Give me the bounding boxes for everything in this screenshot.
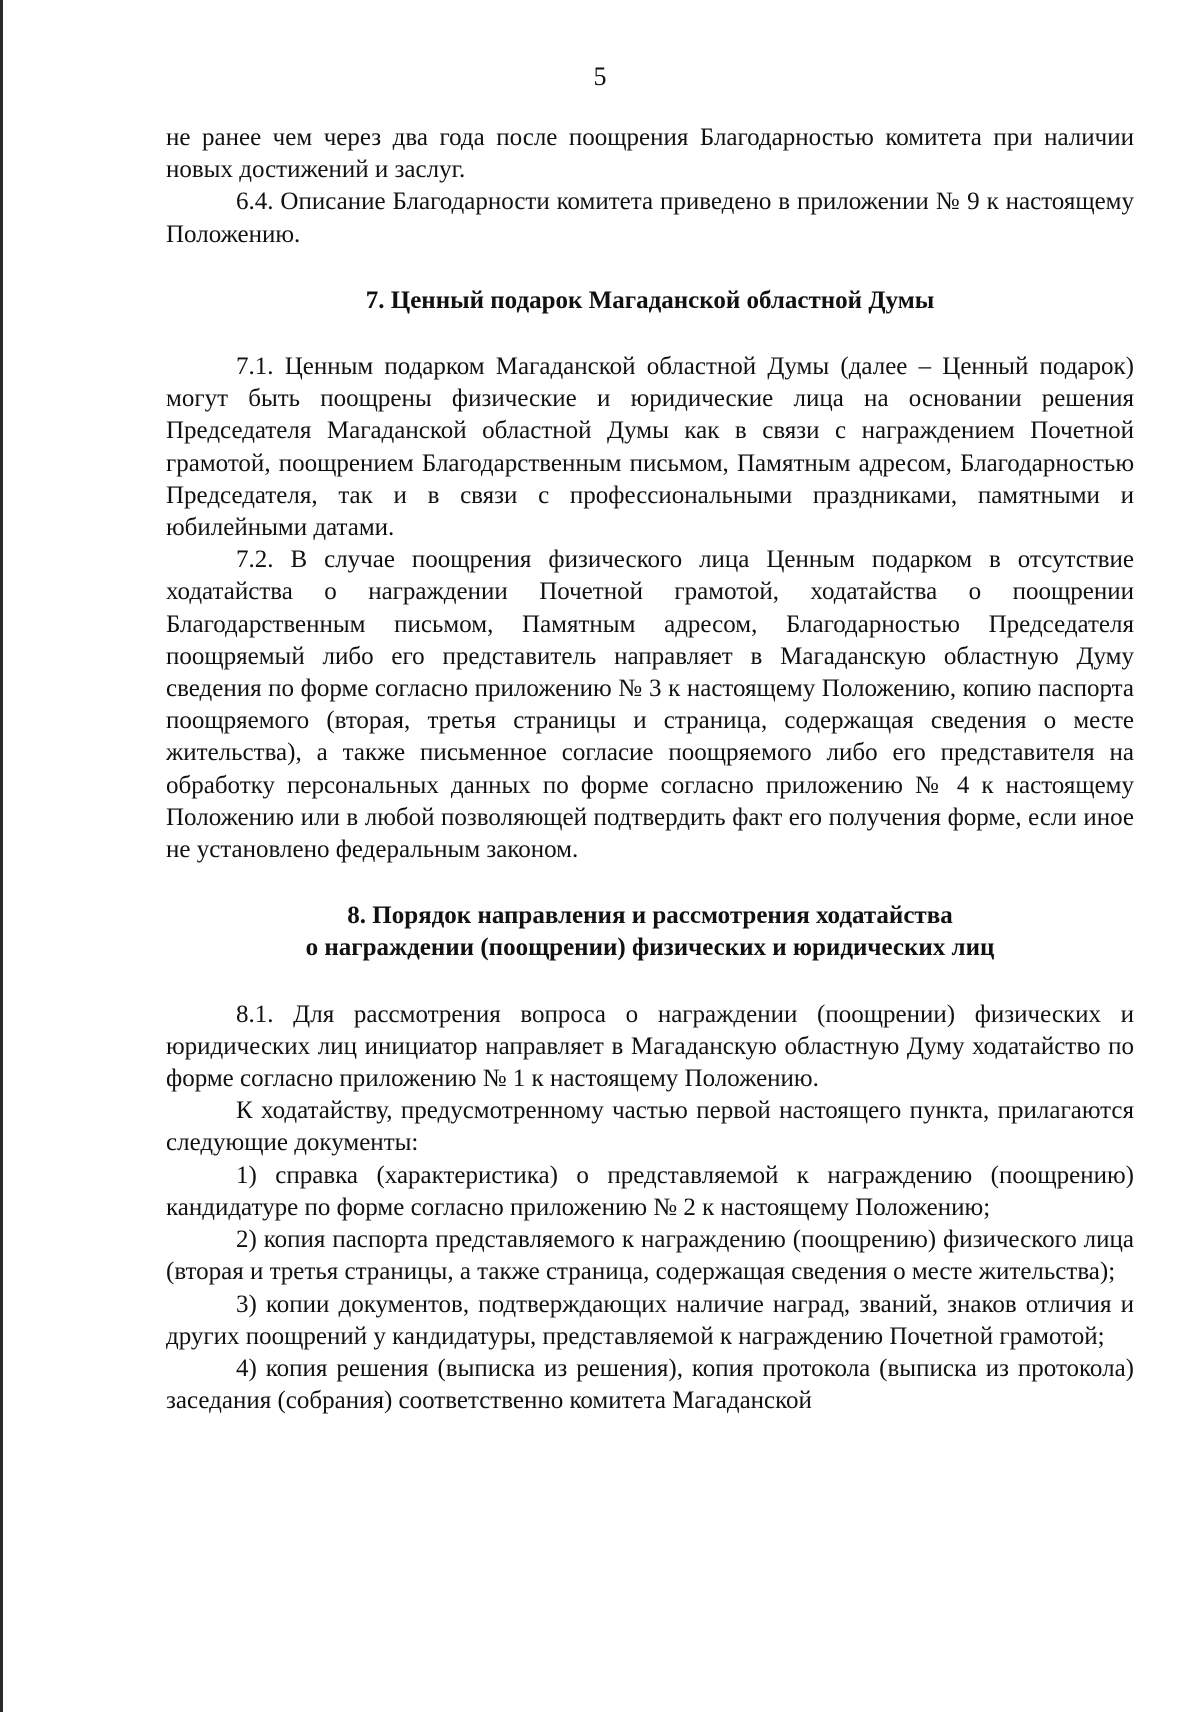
paragraph-7-2: 7.2. В случае поощрения физического лица Ценным подарком в отсутствие ходатайства о награждении Почетной грамотой, ходатайства о поощрении Благодарственным письмом, Памятным адресом, Благодарностью Председателя поощряемый либо его представитель направляет в Магаданскую областную Думу сведения по форме согласно приложению № 3 к настоящему Положению, копию паспорта поощряемого (вторая, третья страницы и страница, содержащая сведения о месте жительства), а также письменное согласие поощряемого либо его представителя на обработку персональных данных по форме согласно приложению № 4 к настоящему Положению или в любой позволяющей подтвердить факт его получения форме, если иное не установлено федеральным законом. — [166, 546, 1134, 864]
paragraph-6-4: 6.4. Описание Благодарности комитета приведено в приложении № 9 к настоящему Положению. — [166, 188, 1134, 248]
list-item-2: 2) копия паспорта представляемого к награждению (поощрению) физического лица (вторая и третья страницы, а также страница, содержащая сведения о месте жительства); — [166, 1226, 1134, 1286]
list-item-1: 1) справка (характеристика) о представляемой к награждению (поощрению) кандидатуре по форме согласно приложению № 2 к настоящему Положению; — [166, 1161, 1134, 1221]
list-item-4: 4) копия решения (выписка из решения), копия протокола (выписка из протокола) заседания (собрания) соответственно комитета Магаданской — [166, 1354, 1134, 1415]
paragraph-7-1: 7.1. Ценным подарком Магаданской областной Думы (далее – Ценный подарок) могут быть поощрены физические и юридические лица на основании решения Председателя Магаданской областной Думы как в связи с награждением Почетной грамотой, поощрением Благодарственным письмом, Памятным адресом, Благодарностью Председателя, так и в связи с профессиональными праздниками, памятными и юбилейными датами. — [166, 353, 1134, 542]
opening-paragraph: не ранее чем через два года после поощрения Благодарностью комитета при наличии новых достижений и заслуг. — [166, 124, 1134, 184]
paragraph-8-1: 8.1. Для рассмотрения вопроса о награждении (поощрении) физических и юридических лиц инициатор направляет в Магаданскую областную Думу ходатайство по форме согласно приложению № 1 к настоящему Положению. — [166, 1000, 1134, 1093]
page-number: 5 — [593, 62, 607, 91]
list-item-3: 3) копии документов, подтверждающих наличие наград, званий, знаков отличия и других поощрений у кандидатуры, представляемой к награждению Почетной грамотой; — [166, 1290, 1134, 1350]
section-8-title-line-2: о награждении (поощрении) физических и юридических лиц — [305, 934, 995, 962]
section-8-title-line-1: 8. Порядок направления и рассмотрения ходатайства — [347, 902, 953, 930]
document-body — [166, 122, 1134, 1417]
section-8-title — [166, 900, 1134, 964]
paragraph-documents-intro: К ходатайству, предусмотренному частью первой настоящего пункта, прилагаются следующие документы: — [166, 1097, 1134, 1157]
section-7-title: 7. Ценный подарок Магаданской областной Думы — [365, 286, 935, 314]
scan-border-line — [0, 0, 3, 1712]
